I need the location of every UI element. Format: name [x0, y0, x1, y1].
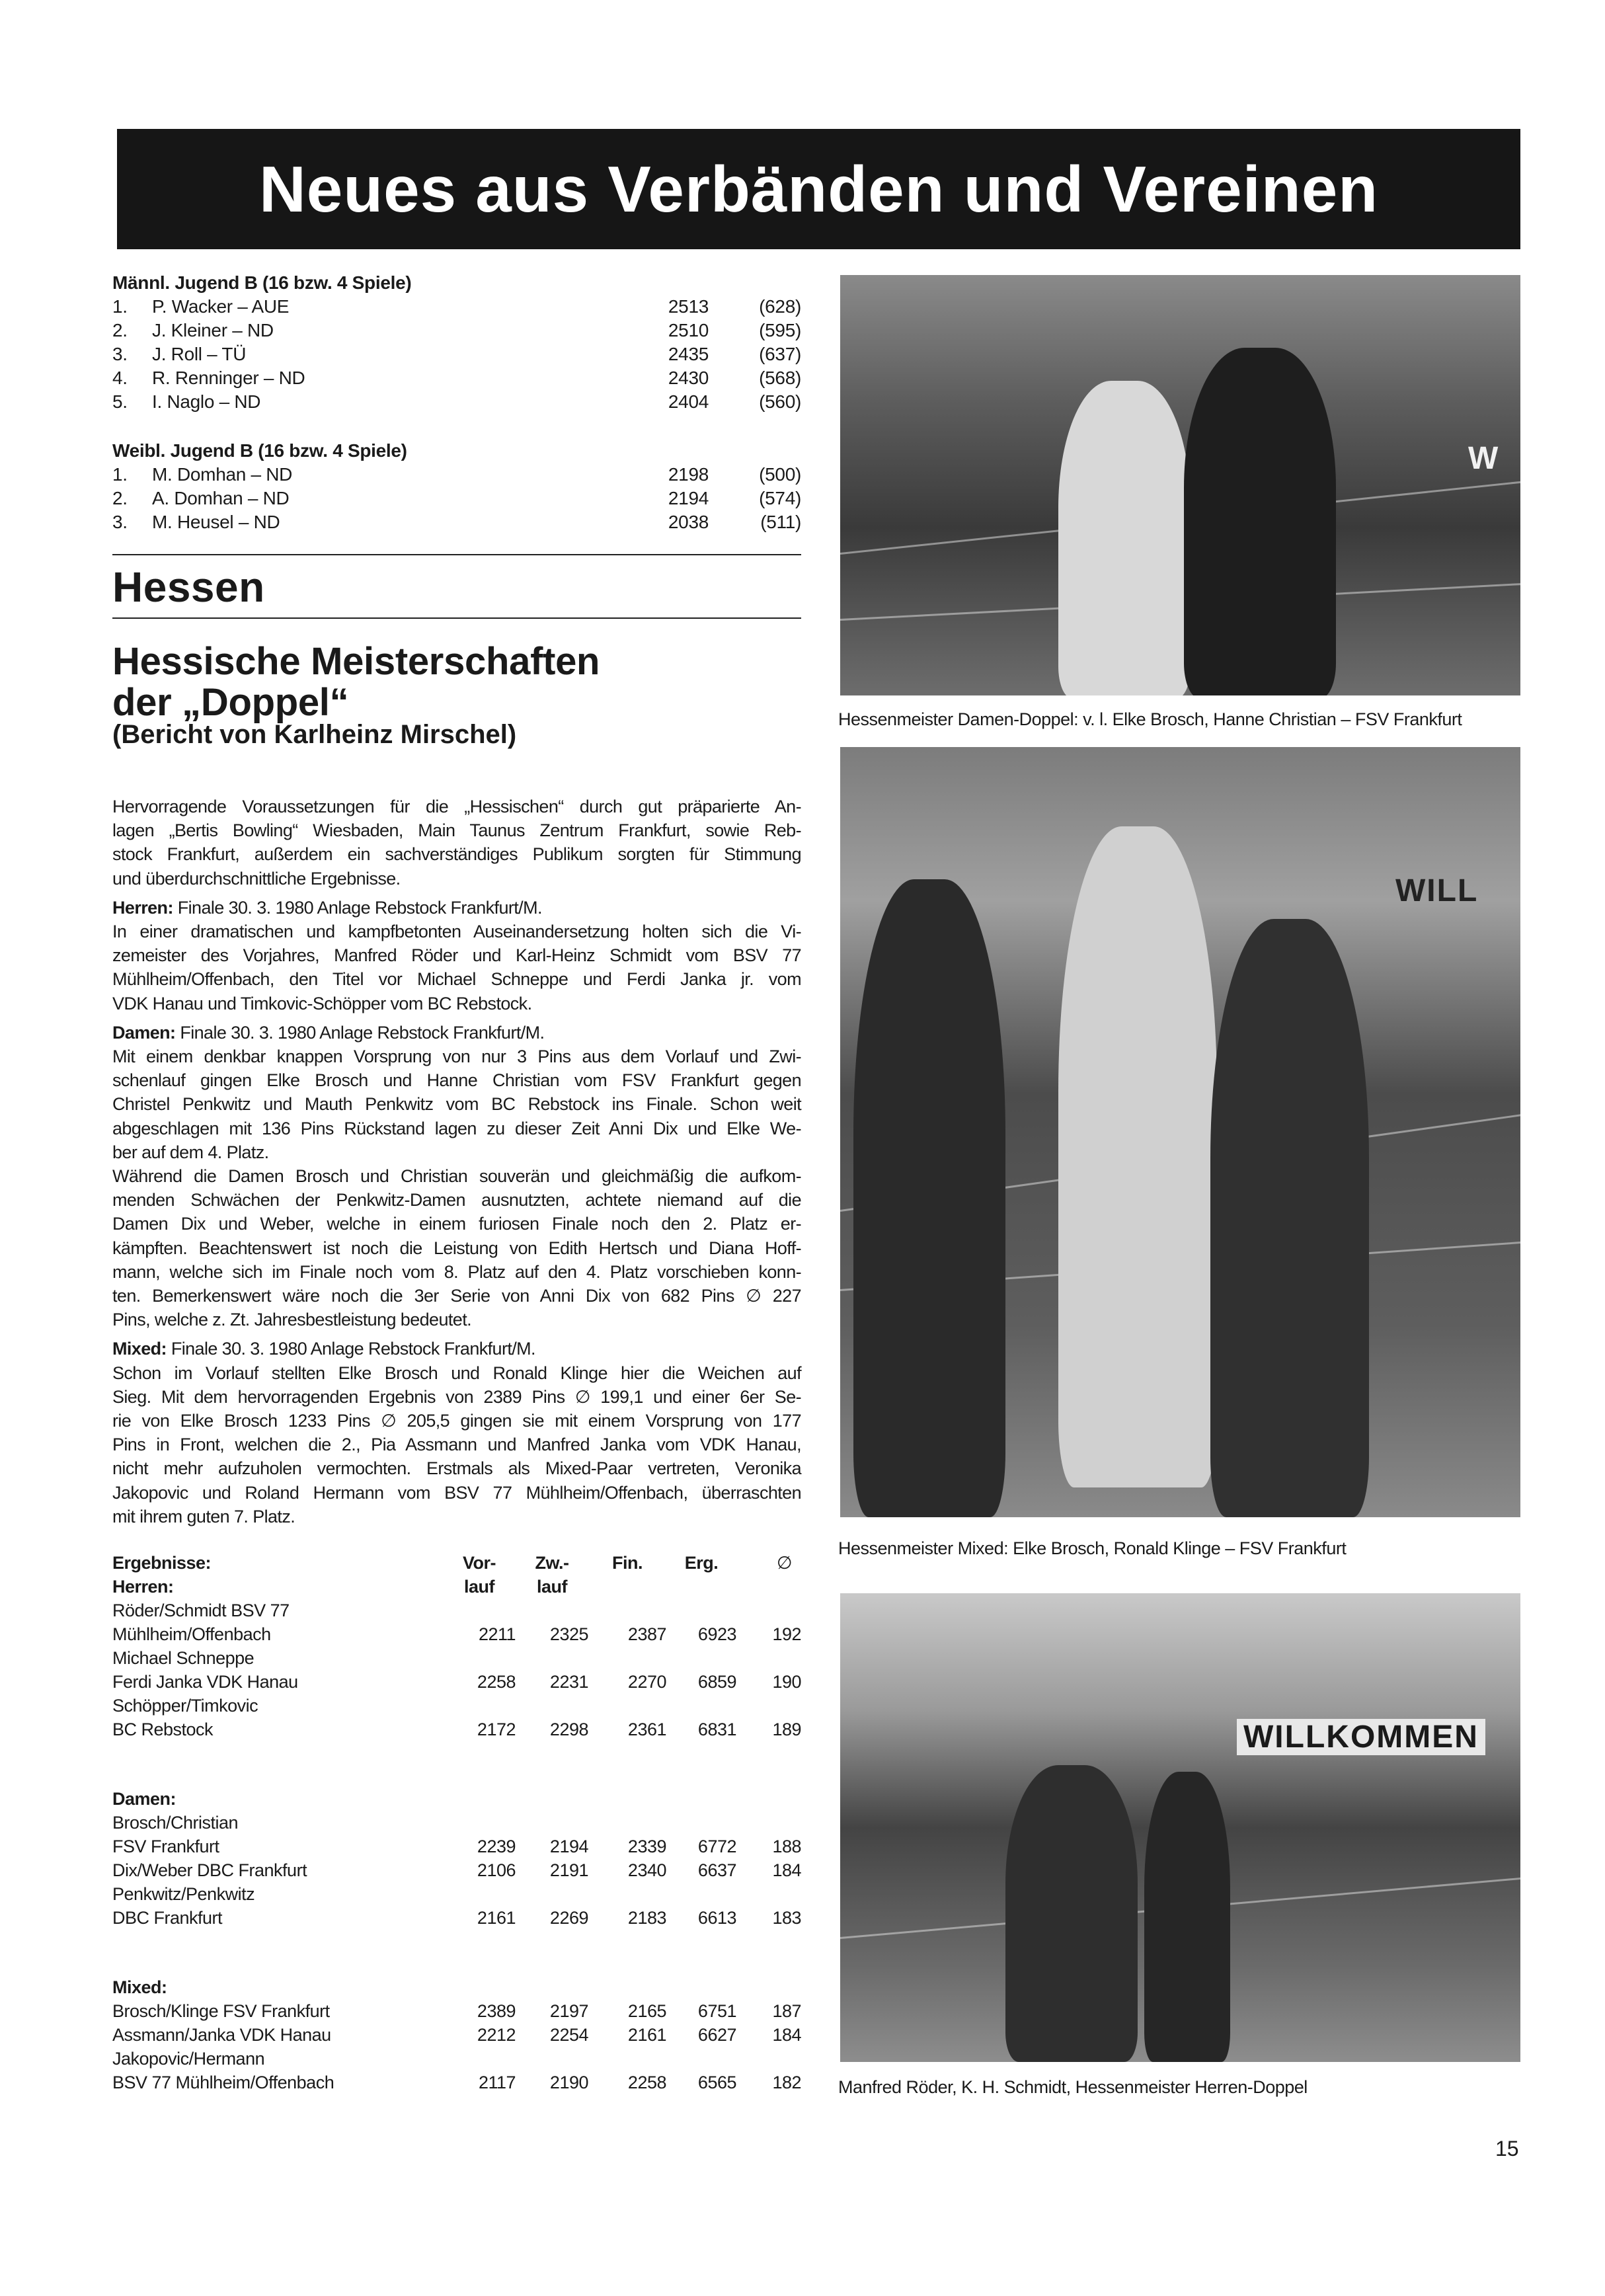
- rank: 1.: [112, 464, 128, 485]
- rank: 5.: [112, 391, 128, 412]
- article-section: [112, 1337, 801, 1528]
- youth-results: [112, 271, 801, 534]
- player-name: M. Heusel – ND: [152, 512, 280, 532]
- section-heading-text: Finale 30. 3. 1980 Anlage Rebstock Frankfurt/M.: [175, 1022, 545, 1043]
- text-line: Damen Dix und Weber, welche in einem furiosen Finale noch den 2. Platz er-: [112, 1214, 801, 1234]
- score-cell: 6772: [697, 1837, 736, 1857]
- score-cell: 184: [772, 1860, 801, 1881]
- text-line: ber auf dem 4. Platz.: [112, 1142, 269, 1162]
- score-cell: 2258: [477, 1672, 516, 1692]
- player-name: J. Roll – TÜ: [152, 344, 247, 364]
- rank: 3.: [112, 344, 128, 364]
- score-cell: 2269: [549, 1908, 588, 1928]
- text-line: Jakopovic und Roland Hermann vom BSV 77 Mühlheim/Offenbach, überraschten: [112, 1482, 801, 1503]
- list-item: [112, 366, 801, 390]
- article-section: [112, 795, 801, 891]
- score-cell: 2211: [478, 1624, 516, 1645]
- score-cell: 2258: [627, 2073, 666, 2093]
- list-item: [112, 342, 801, 366]
- score-cell: 6627: [697, 2025, 736, 2045]
- rank: 2.: [112, 488, 128, 508]
- rank: 4.: [112, 368, 128, 388]
- text-line: Hervorragende Voraussetzungen für die „Hessischen“ durch gut präparierte An-: [112, 797, 801, 816]
- article-section: [112, 1021, 801, 1332]
- table-row: [112, 1646, 801, 1694]
- table-row: [112, 1694, 801, 1741]
- score-cell: 2325: [549, 1624, 588, 1645]
- score-cell: 6637: [697, 1860, 736, 1881]
- section-label: Damen:: [112, 1022, 176, 1043]
- total-pins: 2194: [668, 488, 709, 508]
- score-cell: 6751: [697, 2001, 736, 2022]
- score-cell: 184: [772, 2025, 801, 2045]
- score-cell: 2231: [549, 1672, 588, 1692]
- divider: [112, 617, 801, 619]
- section-banner: [117, 129, 1520, 249]
- text-line: Pins in Front, welchen die 2., Pia Assmann und Manfred Janka vom VDK Hanau,: [112, 1435, 801, 1455]
- text-line: Während die Damen Brosch und Christian souverän und gleichmäßig die aufkom-: [112, 1166, 801, 1187]
- photo-sign: W: [1468, 441, 1500, 476]
- text-line: und überdurchschnittliche Ergebnisse.: [112, 868, 401, 889]
- team-name: Brosch/Klinge FSV Frankfurt: [112, 2001, 330, 2022]
- article-section: [112, 896, 801, 1015]
- table-row: [112, 1882, 801, 1930]
- text-line: Mit einem denkbar knappen Vorsprung von nur 3 Pins aus dem Vorlauf und Zwi-: [112, 1047, 801, 1067]
- page-number: 15: [1495, 2137, 1519, 2160]
- list-item: [112, 487, 801, 510]
- total-pins: 2435: [668, 344, 709, 364]
- column-header: Zw.- lauf: [535, 1553, 569, 1597]
- article-byline: (Bericht von Karlheinz Mirschel): [112, 720, 517, 749]
- photo-caption: Hessenmeister Damen-Doppel: v. l. Elke Brosch, Hanne Christian – FSV Frankfurt: [838, 709, 1462, 729]
- score-cell: 2194: [549, 1837, 588, 1857]
- left-column: [112, 271, 801, 2094]
- text-line: Schon im Vorlauf stellten Elke Brosch und Ronald Klinge hier die Weichen auf: [112, 1363, 801, 1383]
- score-cell: 2254: [549, 2025, 588, 2045]
- text-line: VDK Hanau und Timkovic-Schöpper vom BC Rebstock.: [112, 993, 532, 1013]
- text-line: menden Schwächen der Penkwitz-Damen ausnutzten, achtete niemand auf die: [112, 1190, 801, 1210]
- best-game: (574): [759, 488, 801, 508]
- team-name: Penkwitz/Penkwitz DBC Frankfurt: [112, 1884, 255, 1928]
- score-cell: 2340: [627, 1860, 666, 1881]
- list-item: [112, 319, 801, 342]
- score-cell: 2387: [627, 1624, 666, 1645]
- section-heading: [112, 1337, 801, 1361]
- photo-caption: Manfred Röder, K. H. Schmidt, Hessenmeister Herren-Doppel: [838, 2077, 1308, 2097]
- total-pins: 2038: [668, 512, 709, 532]
- text-line: stock Frankfurt, außerdem ein sachverständiges Publikum sorgten für Stimmung: [112, 844, 801, 865]
- section-heading: [112, 1021, 801, 1045]
- text-line: abgeschlagen mit 136 Pins Rückstand lagen zu dieser Zeit Anni Dix und Elke We-: [112, 1118, 801, 1138]
- rank: 3.: [112, 512, 128, 532]
- text-line: Christel Penkwitz und Mauth Penkwitz vom BC Rebstock ins Finale. Schon weit: [112, 1094, 801, 1115]
- column-header: Erg.: [684, 1553, 719, 1573]
- score-cell: 2165: [627, 2001, 666, 2022]
- youth-group: [112, 271, 801, 414]
- score-cell: 6923: [697, 1624, 736, 1645]
- text-line: Mühlheim/Offenbach, den Titel vor Michael Schneppe und Ferdi Janka jr. vom: [112, 969, 801, 990]
- table-row: [112, 2047, 801, 2094]
- total-pins: 2510: [668, 320, 709, 340]
- team-name: Schöpper/Timkovic BC Rebstock: [112, 1696, 258, 1740]
- youth-group-heading: Weibl. Jugend B (16 bzw. 4 Spiele): [112, 440, 407, 461]
- text-line: zemeister des Vorjahres, Manfred Röder und Karl-Heinz Schmidt vom BSV 77: [112, 945, 801, 966]
- best-game: (595): [759, 320, 801, 340]
- banner-title: Neues aus Verbänden und Vereinen: [258, 152, 1379, 225]
- team-name: Brosch/Christian FSV Frankfurt: [112, 1813, 239, 1857]
- section-heading: [112, 896, 801, 920]
- score-cell: 2161: [477, 1908, 516, 1928]
- results-group: [112, 1575, 801, 1741]
- photo-mixed: [840, 747, 1520, 1517]
- score-cell: 2298: [549, 1720, 588, 1740]
- text-line: nicht mehr aufzuholen vermochten. Erstmals als Mixed-Paar vertreten, Veronika: [112, 1458, 801, 1479]
- section-label: Herren:: [112, 897, 173, 918]
- total-pins: 2198: [668, 464, 709, 485]
- score-cell: 2106: [477, 1860, 516, 1881]
- column-header: Vor- lauf: [463, 1553, 496, 1597]
- results-title: Ergebnisse:: [112, 1553, 212, 1573]
- table-row: [112, 1599, 801, 1646]
- rank: 1.: [112, 296, 128, 317]
- rank: 2.: [112, 320, 128, 340]
- score-cell: 2161: [627, 2025, 666, 2045]
- score-cell: 2197: [549, 2001, 588, 2022]
- player-name: R. Renninger – ND: [152, 368, 305, 388]
- text-line: Pins, welche z. Zt. Jahresbestleistung bedeutet.: [112, 1310, 472, 1330]
- score-cell: 182: [772, 2073, 801, 2093]
- score-cell: 2212: [477, 2025, 516, 2045]
- text-line: rie von Elke Brosch 1233 Pins ∅ 205,5 gingen sie mit einem Vorsprung von 177: [112, 1411, 801, 1431]
- article-headline: [112, 641, 801, 723]
- text-line: kämpften. Beachtenswert ist noch die Leistung von Edith Hertsch und Diana Hoff-: [112, 1238, 801, 1258]
- score-cell: 2389: [477, 2001, 516, 2022]
- text-line: lagen „Bertis Bowling“ Wiesbaden, Main Taunus Zentrum Frankfurt, sowie Reb-: [112, 820, 801, 841]
- table-row: [112, 1999, 801, 2023]
- score-cell: 2339: [627, 1837, 666, 1857]
- section-heading-text: Finale 30. 3. 1980 Anlage Rebstock Frankfurt/M.: [166, 1339, 535, 1359]
- divider: [112, 554, 801, 555]
- score-cell: 189: [772, 1720, 801, 1740]
- player-name: P. Wacker – AUE: [152, 296, 290, 317]
- table-row: [112, 1811, 801, 1858]
- best-game: (628): [759, 296, 801, 317]
- section-label: Mixed:: [112, 1339, 167, 1359]
- score-cell: 2191: [549, 1860, 588, 1881]
- table-row: [112, 1858, 801, 1882]
- score-cell: 192: [772, 1624, 801, 1645]
- youth-group: [112, 439, 801, 534]
- photo-caption: Hessenmeister Mixed: Elke Brosch, Ronald Klinge – FSV Frankfurt: [838, 1538, 1347, 1558]
- section-heading-text: Finale 30. 3. 1980 Anlage Rebstock Frankfurt/M.: [173, 897, 542, 918]
- best-game: (568): [759, 368, 801, 388]
- score-cell: 2190: [549, 2073, 588, 2093]
- team-name: Jakopovic/Hermann BSV 77 Mühlheim/Offenbach: [112, 2049, 334, 2093]
- score-cell: 2361: [627, 1720, 666, 1740]
- player-name: A. Domhan – ND: [152, 488, 290, 508]
- total-pins: 2404: [668, 391, 709, 412]
- text-line: mit ihrem guten 7. Platz.: [112, 1506, 295, 1526]
- results-group: [112, 1975, 801, 2094]
- player-name: M. Domhan – ND: [152, 464, 293, 485]
- youth-group-heading: Männl. Jugend B (16 bzw. 4 Spiele): [112, 272, 412, 293]
- article-body: [112, 795, 801, 1528]
- text-line: mann, welche sich im Finale noch vom 8. Platz auf den 4. Platz vorschieben konn-: [112, 1261, 801, 1282]
- score-cell: 2239: [477, 1837, 516, 1857]
- region-heading: Hessen: [112, 563, 265, 611]
- results-group: [112, 1787, 801, 1930]
- headline-line: Hessische Meisterschaften: [112, 640, 600, 683]
- score-cell: 6859: [697, 1672, 736, 1692]
- column-header: Fin.: [612, 1553, 643, 1573]
- list-item: [112, 463, 801, 487]
- score-cell: 6565: [697, 2073, 736, 2093]
- score-cell: 187: [772, 2001, 801, 2022]
- text-line: ten. Bemerkenswert wäre noch die 3er Serie von Anni Dix von 682 Pins ∅ 227: [112, 1286, 801, 1306]
- score-cell: 2172: [477, 1720, 516, 1740]
- text-line: Sieg. Mit dem hervorragenden Ergebnis von 2389 Pins ∅ 199,1 und einer 6er Se-: [112, 1386, 801, 1407]
- results-group-heading: Damen:: [112, 1789, 176, 1809]
- score-cell: 2183: [627, 1908, 666, 1928]
- score-cell: 190: [772, 1672, 801, 1692]
- best-game: (560): [759, 391, 801, 412]
- photo-sign: WILLKOMMEN: [1237, 1719, 1485, 1755]
- best-game: (511): [760, 512, 801, 532]
- list-item: [112, 510, 801, 534]
- photo-sign: WILL: [1395, 873, 1479, 908]
- team-name: Dix/Weber DBC Frankfurt: [112, 1860, 307, 1881]
- list-item: [112, 295, 801, 319]
- best-game: (637): [759, 344, 801, 364]
- table-row: [112, 2023, 801, 2047]
- results-table: [112, 1551, 801, 2094]
- results-group-heading: Herren:: [112, 1577, 174, 1597]
- score-cell: 6831: [697, 1720, 736, 1740]
- score-cell: 2270: [627, 1672, 666, 1692]
- player-name: I. Naglo – ND: [152, 391, 261, 412]
- player-name: J. Kleiner – ND: [152, 320, 274, 340]
- column-header: ∅: [776, 1553, 792, 1573]
- score-cell: 6613: [697, 1908, 736, 1928]
- photo-herren-doppel: [840, 1593, 1520, 2062]
- score-cell: 188: [772, 1837, 801, 1857]
- team-name: Michael Schneppe Ferdi Janka VDK Hanau: [112, 1648, 298, 1692]
- team-name: Assmann/Janka VDK Hanau: [112, 2025, 331, 2045]
- score-cell: 183: [772, 1908, 801, 1928]
- team-name: Röder/Schmidt BSV 77 Mühlheim/Offenbach: [112, 1601, 290, 1645]
- text-line: In einer dramatischen und kampfbetonten Auseinandersetzung holten sich die Vi-: [112, 922, 801, 942]
- photo-damen-doppel: [840, 275, 1520, 695]
- list-item: [112, 390, 801, 414]
- total-pins: 2430: [668, 368, 709, 388]
- results-group-heading: Mixed:: [112, 1977, 167, 1998]
- score-cell: 2117: [478, 2073, 516, 2093]
- text-line: schenlauf gingen Elke Brosch und Hanne Christian vom FSV Frankfurt gegen: [112, 1070, 801, 1091]
- best-game: (500): [759, 464, 801, 485]
- total-pins: 2513: [668, 296, 709, 317]
- headline-line: der „Doppel“: [112, 681, 349, 724]
